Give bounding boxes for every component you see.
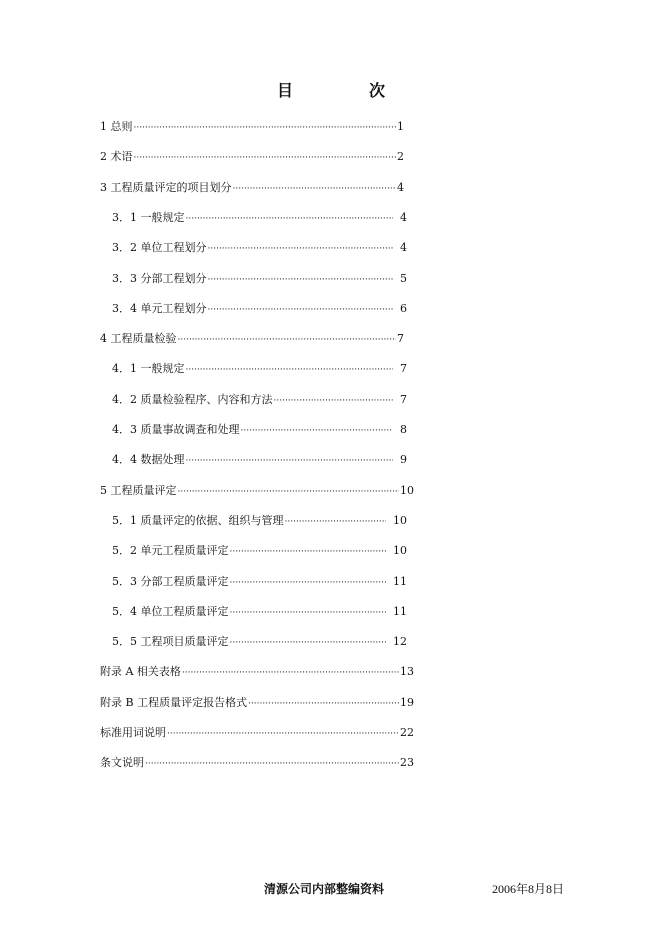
toc-dot-leader	[186, 452, 394, 470]
toc-subentry[interactable]	[112, 239, 407, 257]
toc-entry-label: 标准用词说明	[100, 726, 166, 739]
toc-entry-label: 5 工程质量评定	[100, 483, 177, 497]
toc-dot-leader	[233, 180, 397, 198]
toc-entry-label: 5．2 单元工程质量评定	[112, 544, 229, 558]
toc-page-number: 7	[400, 362, 407, 376]
toc-entry[interactable]	[100, 148, 404, 166]
toc-entry-label: 4 工程质量检验	[100, 332, 177, 346]
toc-entry[interactable]	[100, 724, 414, 742]
toc-page-number: 4	[400, 210, 407, 224]
toc-page-number: 2	[397, 150, 404, 164]
toc-dot-leader	[230, 604, 387, 622]
toc-entry[interactable]	[100, 482, 414, 500]
toc-subentry[interactable]	[112, 451, 407, 469]
toc-page-number: 9	[400, 453, 407, 467]
toc-page-number: 7	[397, 332, 404, 346]
toc-entry-label: 5．3 分部工程质量评定	[112, 574, 229, 588]
toc-page-number: 6	[400, 301, 407, 315]
toc-subentry[interactable]	[112, 633, 407, 651]
page-title: 目 次	[276, 81, 415, 100]
toc-page-number: 7	[400, 392, 407, 406]
toc-entry-label: 5．4 单位工程质量评定	[112, 604, 229, 618]
toc-dot-leader	[182, 664, 399, 682]
toc-entry-label: 附录 A 相关表格	[100, 665, 181, 679]
toc-page-number: 13	[400, 665, 414, 679]
toc-subentry[interactable]	[112, 603, 407, 621]
toc-entry-label: 3．2 单位工程划分	[112, 241, 207, 255]
toc-page-number: 11	[393, 574, 407, 588]
toc-page-number: 12	[393, 635, 407, 649]
toc-entry[interactable]	[100, 179, 404, 197]
toc-dot-leader	[208, 271, 394, 289]
toc-page-number: 8	[400, 423, 407, 436]
toc-page-number: 19	[400, 695, 414, 709]
toc-subentry[interactable]	[112, 360, 407, 378]
toc-dot-leader	[208, 240, 394, 258]
toc-page-number: 5	[400, 271, 407, 285]
toc-page-number: 10	[400, 483, 414, 497]
toc-subentry[interactable]	[112, 270, 407, 288]
toc-subentry[interactable]	[112, 391, 407, 409]
toc-dot-leader	[274, 392, 394, 410]
toc-entry[interactable]	[100, 663, 414, 681]
toc-dot-leader	[186, 361, 394, 379]
toc-entry[interactable]	[100, 694, 414, 712]
toc-entry-label: 5．1 质量评定的依据、组织与管理	[112, 513, 284, 527]
toc-dot-leader	[230, 543, 387, 561]
toc-entry-label: 3 工程质量评定的项目划分	[100, 180, 232, 194]
toc-entry-label: 4．4 数据处理	[112, 453, 185, 467]
toc-entry-label: 3．1 一般规定	[112, 210, 185, 224]
toc-dot-leader	[167, 725, 399, 743]
toc-page-number: 10	[393, 513, 407, 527]
toc-subentry[interactable]	[112, 209, 407, 227]
toc-page-number: 22	[400, 726, 414, 739]
toc-subentry[interactable]	[112, 512, 407, 530]
toc-dot-leader	[208, 301, 394, 319]
toc-dot-leader	[178, 483, 400, 501]
toc-subentry[interactable]	[112, 300, 407, 318]
toc-dot-leader	[134, 119, 397, 137]
toc-entry-label: 4．2 质量检验程序、内容和方法	[112, 392, 273, 406]
toc-dot-leader	[230, 574, 387, 592]
toc-entry-label: 附录 B 工程质量评定报告格式	[100, 695, 248, 709]
toc-entry[interactable]	[100, 330, 404, 348]
toc-entry-label: 1 总则	[100, 120, 133, 133]
toc-subentry[interactable]	[112, 573, 407, 591]
toc-entry-label: 3．3 分部工程划分	[112, 271, 207, 285]
toc-subentry[interactable]	[112, 421, 407, 439]
toc-entry[interactable]	[100, 118, 404, 136]
toc-entry-label: 4．1 一般规定	[112, 362, 185, 376]
toc-dot-leader	[134, 149, 397, 167]
toc-dot-leader	[248, 695, 399, 713]
toc-entry-label: 条文说明	[100, 756, 144, 770]
toc-page-number: 11	[393, 604, 407, 618]
toc-subentry[interactable]	[112, 542, 407, 560]
toc-dot-leader	[230, 634, 387, 652]
toc-dot-leader	[178, 331, 397, 349]
toc-dot-leader	[241, 422, 394, 440]
toc-entry-label: 2 术语	[100, 150, 133, 164]
toc-page-number: 23	[400, 756, 414, 770]
toc-page-number: 1	[397, 120, 404, 133]
toc-entry-label: 4．3 质量事故调查和处理	[112, 423, 240, 436]
footer-date: 2006年8月8日	[492, 882, 565, 896]
toc-entry-label: 3．4 单元工程划分	[112, 301, 207, 315]
toc-dot-leader	[145, 755, 399, 773]
toc-page-number: 10	[393, 544, 407, 558]
toc-entry-label: 5．5 工程项目质量评定	[112, 635, 229, 649]
footer-organization: 清源公司内部整编资料	[264, 882, 385, 896]
toc-page-number: 4	[400, 241, 407, 255]
toc-entry[interactable]	[100, 754, 414, 772]
toc-dot-leader	[186, 210, 394, 228]
toc-page-number: 4	[397, 180, 404, 194]
toc-dot-leader	[285, 513, 387, 531]
